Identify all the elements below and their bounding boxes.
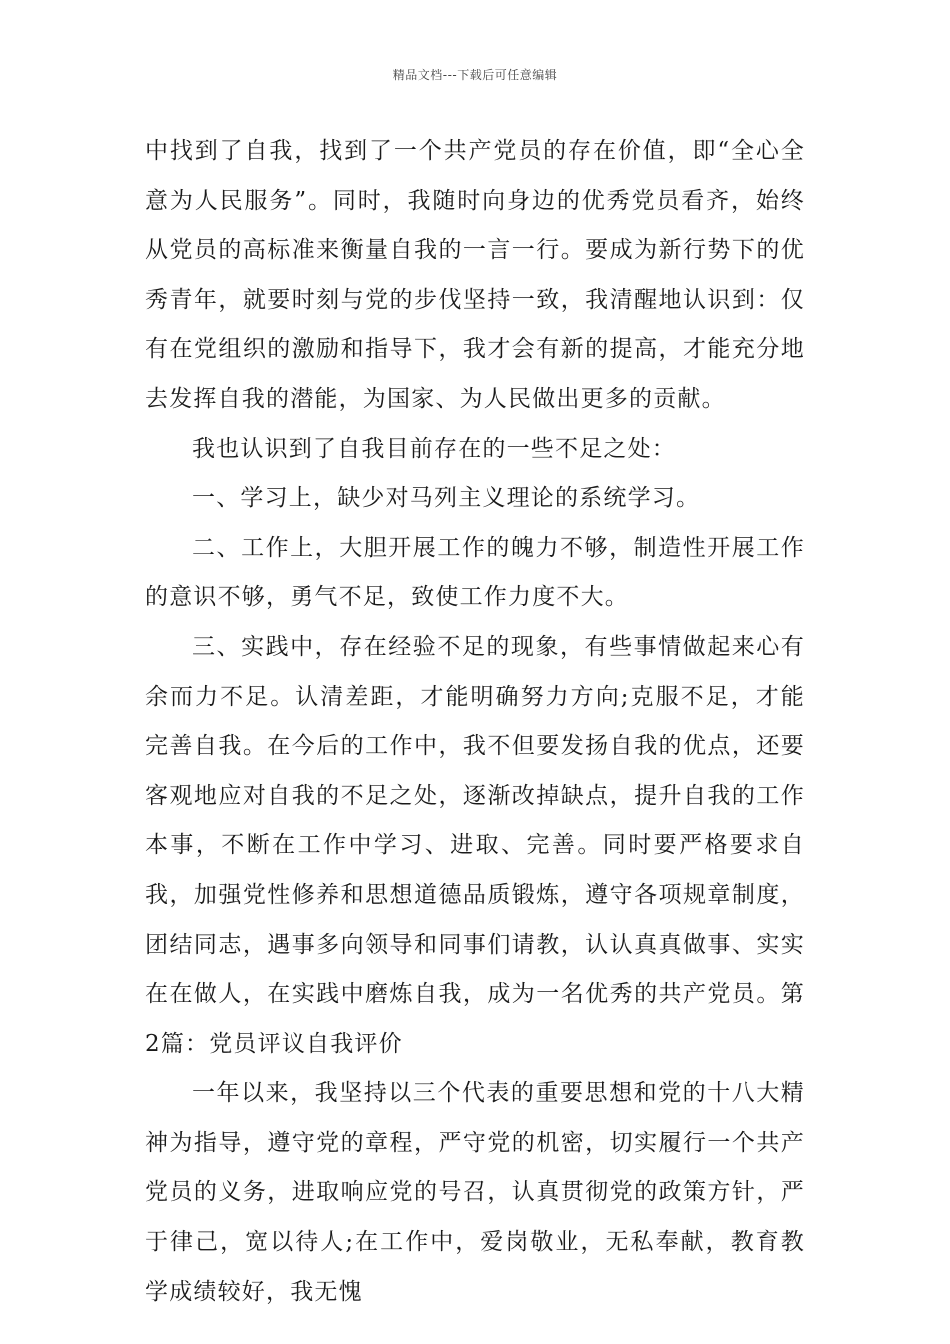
paragraph-3: 一、学习上，缺少对马列主义理论的系统学习。 bbox=[192, 485, 701, 512]
paragraph-6: 一年以来，我坚持以三个代表的重要思想和党的十八大精神为指导，遵守党的章程，严守党的机密，切实履行一个共产党员的义务，进取响应党的号召，认真贯彻党的政策方针，严于律己，宽以待人;在工作中，爱岗敬业，无私奉献，教育教学成绩较好，我无愧 bbox=[145, 1080, 805, 1305]
page-header: 精品文档---下载后可任意编辑 bbox=[392, 68, 558, 82]
paragraph-2: 我也认识到了自我目前存在的一些不足之处： bbox=[192, 435, 676, 462]
paragraph-4: 二、工作上，大胆开展工作的魄力不够，制造性开展工作的意识不够，勇气不足，致使工作力度不大。 bbox=[145, 534, 805, 611]
paragraph-5: 三、实践中，存在经验不足的现象，有些事情做起来心有余而力不足。认清差距，才能明确努力方向;克服不足，才能完善自我。在今后的工作中，我不但要发扬自我的优点，还要客观地应对自我的不足之处，逐渐改掉缺点，提升自我的工作本事，不断在工作中学习、进取、完善。同时要严格要求自我，加强党性修养和思想道德品质锻炼，遵守各项规章制度，团结同志，遇事多向领导和同事们请教，认认真真做事、实实在在做人，在实践中磨炼自我，成为一名优秀的共产党员。第2篇：党员评议自我评价 bbox=[145, 633, 805, 1057]
paragraph-1: 中找到了自我，找到了一个共产党员的存在价值，即“全心全意为人民服务”。同时，我随时向身边的优秀党员看齐，始终从党员的高标准来衡量自我的一言一行。要成为新行势下的优秀青年，就要时刻与党的步伐坚持一致，我清醒地认识到：仅有在党组织的激励和指导下，我才会有新的提高，才能充分地去发挥自我的潜能，为国家、为人民做出更多的贡献。 bbox=[145, 138, 805, 412]
document-body bbox=[145, 127, 805, 1317]
